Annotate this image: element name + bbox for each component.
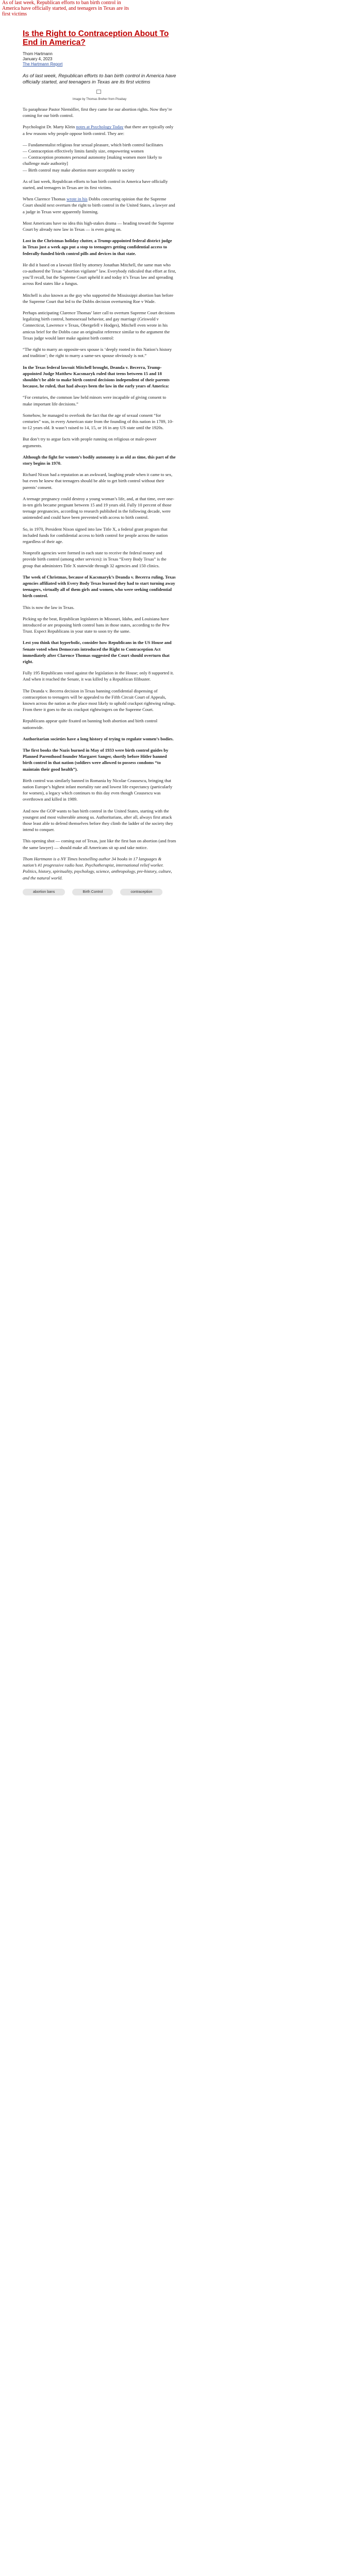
publication-link[interactable]: The Hartmann Report: [23, 62, 63, 66]
paragraph: Most Americans have no idea this high-stakes drama — heading toward the Supreme Court by already now law in Texas — is even going on.: [23, 220, 174, 232]
author-block: [23, 52, 176, 67]
paragraph: He did it based on a lawsuit filed by attorney Jonathan Mitchell, the same man who co-authored the Texas “abortion vigilante” law. Everybody ridiculed that effort at first, you’ll recall, but the Supreme Court upheld it and today it’s Texas law and spreading across Red states like a fungus.: [23, 262, 176, 286]
paragraph: — Birth control may make abortion more acceptable to society: [23, 167, 135, 173]
paragraph: Republicans appear quite fixated on banning both abortion and birth control nationwide.: [23, 718, 158, 730]
paragraph: Fully 195 Republicans voted against the legislation in the House; only 8 supported it. And when it reached the Senate, it was killed by a Republican filibuster.: [23, 670, 174, 682]
paragraph: Birth control was similarly banned in Romania by Nicolae Ceausescu, bringing that nation Europe’s highest infant mortality rate and lowest life expectancy (particularly for women), a legacy which continues to this day even though Ceausescu was overthrown and killed in 1989.: [23, 777, 173, 802]
paragraph: The Deanda v. Becerra decision in Texas banning confidential dispensing of contraception to teenagers will be appealed to the Fifth Circuit Court of Appeals, known across the nation as the place most likely to uphold crackpot rightwing rulings. From there it goes to the six crackpot rightwingers on the Supreme Court.: [23, 688, 176, 713]
paragraph: As of last week, Republican efforts to ban birth control in America have officially started, and teenagers in Texas are its first victims.: [23, 178, 168, 191]
paragraph: Although the fight for women’s bodily autonomy is as old as time, this part of the story begins in 1970.: [23, 454, 176, 466]
tag-abortion-bans[interactable]: abortion bans: [23, 889, 65, 895]
article-lede: As of last week, Republican efforts to ban birth control in America have officially started, and teenagers in Texas are its first victims: [23, 73, 176, 85]
paragraph: Richard Nixon had a reputation as an awkward, laughing prude when it came to sex, but even he knew that teenagers should be able to get birth control without their parents’ consent.: [23, 472, 173, 490]
post-date: January 4, 2023: [23, 57, 53, 61]
article-image: [23, 90, 176, 98]
article: [23, 29, 176, 904]
paragraph: The first books the Nazis burned in May of 1933 were birth control guides by Planned Parenthood founder Margaret Sanger, shortly before Hitler banned birth control in that nation (soldiers were allowed to possess condoms “to maintain their good health”).: [23, 748, 169, 772]
paragraph: Lost in the Christmas holiday clutter, a Trump-appointed federal district judge in Texas just a week ago put a stop to teenagers getting confidential access to federally-funded birth control pills and devices in that state.: [23, 238, 172, 256]
paragraph: “The right to marry an opposite-sex spouse is ‘deeply rooted in this Nation’s history and tradition’; the right to marry a same-sex spouse obviously is not.”: [23, 347, 172, 359]
paragraph: So, in 1970, President Nixon signed into law Title X, a federal grant program that included funds for confidential access to birth control for people across the nation regardless of their age.: [23, 526, 168, 544]
author-bio: Thom Hartmann is a NY Times bestselling author 34 books in 17 languages & nation’s #1 progressive radio host. Psychotherapist, international relief worker. Politics, history, spirituality, psychology, science, anthropology, pre-history, culture, and the natural world.: [23, 856, 172, 880]
psychology-today-link[interactable]: notes at Psychology Today: [76, 124, 124, 130]
paragraph: The week of Christmas, because of Kacsmaryk’s Deanda v. Becerra ruling, Texas agencies affiliated with Every Body Texas learned they had to start turning away teenagers, virtually all of them girls and women, who were seeking confidential birth control.: [23, 574, 176, 599]
thomas-opinion-link[interactable]: wrote in his: [67, 196, 88, 202]
paragraph: Perhaps anticipating Clarence Thomas’ later call to overturn Supreme Court decisions legalizing birth control, homosexual behavior, and gay marriage (Griswold v Connecticut, Lawrence v Texas, Obergefell v Hodges), Mitchell even wrote in his amicus brief for the Dobbs case an originalist reference similar to the argument the Texas judge would later make against birth control:: [23, 310, 175, 341]
paragraph: Mitchell is also known as the guy who supported the Mississippi abortion ban before the Supreme Court that led to the Dobbs decision overturning Roe v Wade.: [23, 292, 173, 304]
article-title[interactable]: Is the Right to Contraception About To End in America?: [23, 29, 169, 47]
paragraph: Picking up the beat, Republican legislators in Missouri, Idaho, and Louisiana have introduced or are proposing birth control bans in those states, according to the Pew Trust. Expect Republicans in your state to soon try the same.: [23, 616, 170, 634]
paragraph: And now the GOP wants to ban birth control in the United States, starting with the youngest and most vulnerable among us. Authoritarians, after all, always first attack those least able to defend themselves before they climb the ladder of the society they intend to conquer.: [23, 808, 173, 833]
author-name: Thom Hartmann: [23, 52, 53, 56]
paragraph: To paraphrase Pastor Niemöller, first they came for our abortion rights. Now they’re coming for our birth control.: [23, 107, 172, 118]
paragraph: This opening shot — coming out of Texas, just like the first ban on abortion (and from the same lawyer) — should make all Americans sit up and take notice.: [23, 838, 176, 850]
paragraph: But don’t try to argue facts with people running on religious or male-power arguments.: [23, 436, 157, 448]
paragraph: In the Texas federal lawsuit Mitchell brought, Deanda v. Becerra, Trump-appointed Judge Matthew Kacsmaryk ruled that teens between 15 and 18 shouldn’t be able to make birth control decisions independent of their parents because, he ruled, that had always been the law in the early years of America:: [23, 364, 170, 389]
paragraph: Psychologist Dr. Marty Klein notes at Psychology Today that there are typically only a few reasons why people oppose birth control. They are:: [23, 124, 174, 136]
paragraph: — Contraception effectively limits family size, empowering women: [23, 148, 144, 154]
paragraph: — Fundamentalist religious fear sexual pleasure, which birth control facilitates: [23, 142, 163, 147]
image-caption: Image by Thomas Breher from Pixabay: [72, 98, 127, 101]
image-icon: [96, 90, 101, 94]
paragraph: This is now the law in Texas.: [23, 604, 75, 610]
header-note: As of last week, Republican efforts to ban birth control in America have officially started, and teenagers in Texas are its first victims: [2, 0, 129, 17]
tag-contraception[interactable]: contraception: [120, 889, 162, 895]
paragraph: Authoritarian societies have a long history of trying to regulate women’s bodies.: [23, 736, 174, 741]
paragraph: Lest you think that hyperbolic, consider how Republicans in the US House and Senate voted when Democrats introduced the Right to Contraception Act immediately after Clarence Thomas suggested the Court should overturn that right.: [23, 640, 172, 665]
paragraph: When Clarence Thomas wrote in his Dobbs concurring opinion that the Supreme Court should next overturn the right to birth control in the United States, a lawyer and a judge in Texas were apparently listening.: [23, 196, 175, 214]
tag-birth-control[interactable]: Birth Control: [72, 889, 113, 895]
tag-list: [23, 886, 176, 899]
paragraph: A teenage pregnancy could destroy a young woman’s life, and, at that time, over one-in-ten girls became pregnant between 15 and 19 years old. Fully 10 percent of those teenage pregnancies, according to research published in the following decade, were unintended and could have been prevented with access to birth control.: [23, 496, 174, 520]
paragraph: — Contraception promotes personal autonomy [making women more likely to challenge male authority]: [23, 155, 162, 166]
paragraph: Nonprofit agencies were formed in each state to receive the federal money and provide birth control (among other services): in Texas “Every Body Texas” is the group that administers Title X statewide through 32 agencies and 150 clinics.: [23, 550, 167, 568]
paragraph: Somehow, he managed to overlook the fact that the age of sexual consent “for centuries” was, in every American state from the founding of this nation in 1789, 10-to-12 years old. It wasn’t raised to 14, 15, or 16 in any US state until the 1920s.: [23, 412, 174, 431]
paragraph: “For centuries, the common law held minors were incapable of giving consent to make important life decisions.”: [23, 395, 167, 406]
